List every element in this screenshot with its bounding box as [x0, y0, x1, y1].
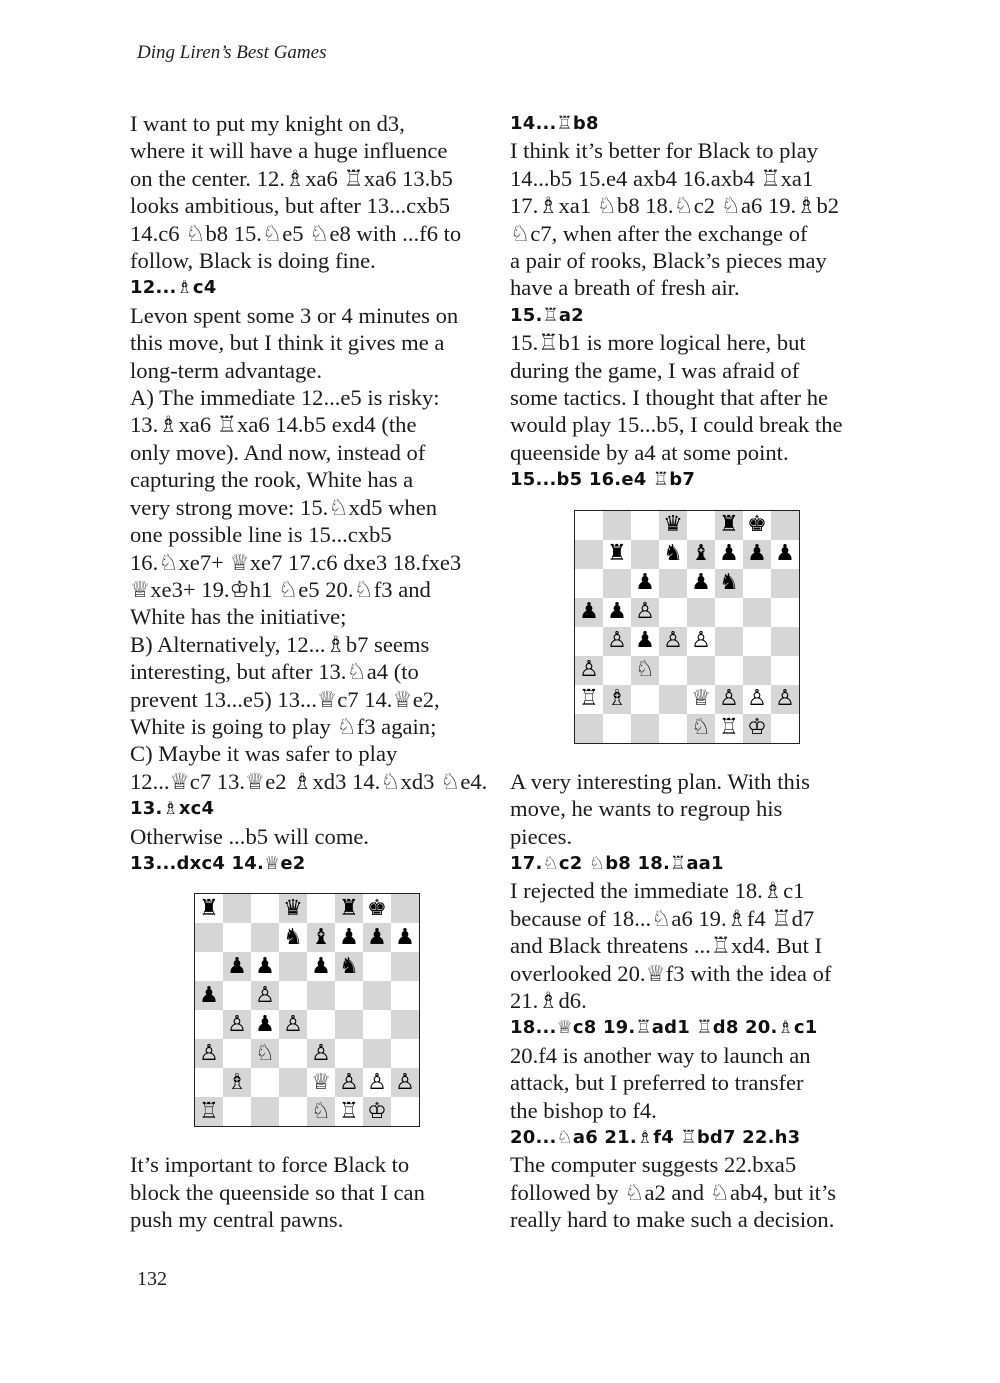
board-square [603, 714, 631, 743]
board-square [687, 714, 715, 743]
white-pawn-icon: ♙ [367, 1069, 387, 1095]
white-queen-icon: ♕ [311, 1069, 331, 1095]
board-square [363, 981, 391, 1010]
board-square [363, 1039, 391, 1068]
board-square [743, 656, 771, 685]
white-knight-icon: ♘ [691, 715, 711, 741]
black-pawn-icon: ♟ [607, 599, 627, 625]
board-square [575, 598, 603, 627]
board-square [603, 598, 631, 627]
board-square [575, 540, 603, 569]
board-square [771, 540, 799, 569]
page-number: 132 [137, 1268, 167, 1290]
board-square [363, 1097, 391, 1126]
running-head: Ding Liren’s Best Games [137, 42, 327, 63]
black-pawn-icon: ♟ [691, 570, 711, 596]
move-heading: 15.♖a2 [510, 304, 584, 326]
board-square [715, 540, 743, 569]
board-square [195, 952, 223, 981]
board-square [195, 1097, 223, 1126]
black-pawn-icon: ♟ [635, 570, 655, 596]
board-square [687, 569, 715, 598]
board-square [771, 627, 799, 656]
board-square [307, 1039, 335, 1068]
black-pawn-icon: ♟ [579, 599, 599, 625]
board-square [603, 656, 631, 685]
board-square [659, 627, 687, 656]
black-rook-icon: ♜ [199, 895, 219, 921]
board-square [659, 598, 687, 627]
board-square [771, 714, 799, 743]
board-square [575, 627, 603, 656]
board-square [771, 656, 799, 685]
board-square [715, 685, 743, 714]
white-rook-icon: ♖ [719, 715, 739, 741]
right-column [510, 110, 870, 1234]
white-pawn-icon: ♙ [199, 1040, 219, 1066]
board-square [279, 1097, 307, 1126]
board-square [391, 894, 419, 923]
black-knight-icon: ♞ [663, 541, 683, 567]
board-square [687, 511, 715, 540]
chess-board [194, 893, 420, 1127]
board-square [223, 1068, 251, 1097]
move-heading: 17.♘c2 ♘b8 18.♖aa1 [510, 852, 724, 874]
board-square [631, 627, 659, 656]
black-pawn-icon: ♟ [635, 628, 655, 654]
white-pawn-icon: ♙ [663, 628, 683, 654]
black-rook-icon: ♜ [719, 512, 739, 538]
board-square [631, 598, 659, 627]
body-paragraph: A very interesting plan. With this move, he wants to regroup his pieces. [510, 768, 810, 849]
board-square [279, 1068, 307, 1097]
white-pawn-icon: ♙ [747, 686, 767, 712]
white-rook-icon: ♖ [199, 1098, 219, 1124]
board-square [715, 598, 743, 627]
board-square [363, 1010, 391, 1039]
body-paragraph: I think it’s better for Black to play 14...b5 15.e4 axb4 16.axb4 ♖xa1 17.♗xa1 ♘b8 18.♘c2 ♘a6 19.♗b2 ♘c7, when after the exchange of a pair of rooks, Black’s pieces may have a breath of fresh air. [510, 138, 840, 301]
board-square [279, 1010, 307, 1039]
board-square [743, 598, 771, 627]
board-square [279, 923, 307, 952]
board-square [715, 569, 743, 598]
board-square [195, 1039, 223, 1068]
board-square [391, 1010, 419, 1039]
body-paragraph: A) The immediate 12...e5 is risky: 13.♗xa6 ♖xa6 14.b5 exd4 (the only move). And now, instead of capturing the rook, White has a very strong move: 15.♘xd5 when one possible line is 15...cxb5 16.♘xe7+ ♕xe7 17.c6 dxe3 18.fxe3 ♕xe3+ 19.♔h1 ♘e5 20.♘f3 and White has the initiative; [130, 385, 462, 630]
black-pawn-icon: ♟ [255, 953, 275, 979]
board-square [223, 923, 251, 952]
white-pawn-icon: ♙ [719, 686, 739, 712]
board-square [743, 714, 771, 743]
white-bishop-icon: ♗ [607, 686, 627, 712]
white-pawn-icon: ♙ [283, 1011, 303, 1037]
board-square [575, 569, 603, 598]
board-square [631, 714, 659, 743]
board-square [335, 1039, 363, 1068]
board-square [771, 598, 799, 627]
board-square [223, 894, 251, 923]
body-paragraph: Otherwise ...b5 will come. [130, 823, 370, 849]
board-square [279, 1039, 307, 1068]
white-pawn-icon: ♙ [691, 628, 711, 654]
chess-board [574, 510, 800, 744]
white-king-icon: ♔ [747, 715, 767, 741]
board-square [659, 714, 687, 743]
board-square [391, 923, 419, 952]
white-pawn-icon: ♙ [607, 628, 627, 654]
board-square [687, 656, 715, 685]
board-square [743, 685, 771, 714]
board-square [715, 627, 743, 656]
body-paragraph: 15.♖b1 is more logical here, but during the game, I was afraid of some tactics. I thought that after he would play 15...b5, I could break the queenside by a4 at some point. [510, 330, 843, 465]
board-square [335, 1068, 363, 1097]
board-square [687, 627, 715, 656]
black-pawn-icon: ♟ [775, 541, 795, 567]
white-pawn-icon: ♙ [255, 982, 275, 1008]
white-pawn-icon: ♙ [775, 686, 795, 712]
white-pawn-icon: ♙ [635, 599, 655, 625]
board-square [363, 952, 391, 981]
white-knight-icon: ♘ [635, 657, 655, 683]
black-pawn-icon: ♟ [227, 953, 247, 979]
move-heading: 14...♖b8 [510, 113, 599, 134]
board-square [251, 952, 279, 981]
board-square [771, 685, 799, 714]
white-pawn-icon: ♙ [227, 1011, 247, 1037]
board-square [575, 714, 603, 743]
black-knight-icon: ♞ [719, 570, 739, 596]
black-pawn-icon: ♟ [255, 1011, 275, 1037]
white-rook-icon: ♖ [579, 686, 599, 712]
board-square [335, 981, 363, 1010]
move-heading: 18...♕c8 19.♖ad1 ♖d8 20.♗c1 [510, 1017, 818, 1039]
board-square [195, 1068, 223, 1097]
board-square [771, 569, 799, 598]
board-square [195, 981, 223, 1010]
board-square [251, 981, 279, 1010]
body-paragraph: The computer suggests 22.bxa5 followed by ♘a2 and ♘ab4, but it’s really hard to make such a decision. [510, 1152, 837, 1233]
board-square [335, 952, 363, 981]
board-square [715, 656, 743, 685]
board-square [631, 569, 659, 598]
board-square [575, 511, 603, 540]
white-king-icon: ♔ [367, 1098, 387, 1124]
white-pawn-icon: ♙ [579, 657, 599, 683]
board-square [307, 952, 335, 981]
black-queen-icon: ♛ [283, 895, 303, 921]
board-square [223, 952, 251, 981]
black-pawn-icon: ♟ [367, 924, 387, 950]
board-square [659, 540, 687, 569]
board-square [335, 1010, 363, 1039]
board-square [631, 511, 659, 540]
board-square [687, 685, 715, 714]
board-square [307, 1068, 335, 1097]
board-square [603, 685, 631, 714]
black-knight-icon: ♞ [283, 924, 303, 950]
board-square [771, 511, 799, 540]
black-rook-icon: ♜ [607, 541, 627, 567]
move-heading: 15...b5 16.e4 ♖b7 [510, 469, 696, 491]
black-bishop-icon: ♝ [691, 541, 711, 567]
board-square [391, 981, 419, 1010]
body-paragraph: I rejected the immediate 18.♗c1 because of 18...♘a6 19.♗f4 ♖d7 and Black threatens ...♖xd4. But I overlooked 20.♕f3 with the idea of 21.♗d6. [510, 878, 832, 1013]
board-square [743, 627, 771, 656]
board-square [307, 894, 335, 923]
black-pawn-icon: ♟ [719, 541, 739, 567]
board-square [391, 952, 419, 981]
board-square [307, 1010, 335, 1039]
board-square [391, 1039, 419, 1068]
board-square [631, 685, 659, 714]
board-square [743, 569, 771, 598]
move-heading: 12...♗c4 [130, 277, 217, 299]
board-square [575, 685, 603, 714]
left-column [130, 110, 490, 1234]
white-pawn-icon: ♙ [395, 1069, 415, 1095]
black-king-icon: ♚ [747, 512, 767, 538]
board-square [743, 511, 771, 540]
board-square [195, 1010, 223, 1039]
board-square [659, 569, 687, 598]
board-square [251, 1039, 279, 1068]
black-queen-icon: ♛ [663, 512, 683, 538]
board-square [743, 540, 771, 569]
board-square [223, 981, 251, 1010]
board-square [603, 540, 631, 569]
body-paragraph: B) Alternatively, 12...♗b7 seems interesting, but after 13.♘a4 (to prevent 13...e5) 13...♕c7 14.♕e2, White is going to play ♘f3 again; [130, 631, 440, 739]
board-square [715, 714, 743, 743]
board-square [279, 952, 307, 981]
white-pawn-icon: ♙ [311, 1040, 331, 1066]
board-square [363, 923, 391, 952]
board-square [603, 511, 631, 540]
black-knight-icon: ♞ [339, 953, 359, 979]
black-king-icon: ♚ [367, 895, 387, 921]
board-square [279, 981, 307, 1010]
board-square [391, 1068, 419, 1097]
board-square [223, 1097, 251, 1126]
board-square [603, 627, 631, 656]
board-square [335, 923, 363, 952]
black-pawn-icon: ♟ [199, 982, 219, 1008]
board-square [659, 511, 687, 540]
move-heading: 13.♗xc4 [130, 798, 215, 820]
black-pawn-icon: ♟ [395, 924, 415, 950]
white-pawn-icon: ♙ [339, 1069, 359, 1095]
white-bishop-icon: ♗ [227, 1069, 247, 1095]
body-paragraph: I want to put my knight on d3, where it will have a huge influence on the center. 12.♗xa6 ♖xa6 13.b5 looks ambitious, but after 13...cxb5 14.c6 ♘b8 15.♘e5 ♘e8 with ...f6 to follow, Black is doing fine. [130, 111, 462, 274]
board-square [715, 511, 743, 540]
board-square [195, 923, 223, 952]
body-paragraph: It’s important to force Black to block the queenside so that I can push my central pawns. [130, 1152, 425, 1233]
white-queen-icon: ♕ [691, 686, 711, 712]
board-square [251, 1097, 279, 1126]
white-rook-icon: ♖ [339, 1098, 359, 1124]
board-square [363, 894, 391, 923]
black-rook-icon: ♜ [339, 895, 359, 921]
move-heading: 20...♘a6 21.♗f4 ♖bd7 22.h3 [510, 1126, 801, 1148]
board-square [659, 685, 687, 714]
white-knight-icon: ♘ [311, 1098, 331, 1124]
board-square [195, 894, 223, 923]
body-paragraph: Levon spent some 3 or 4 minutes on this move, but I think it gives me a long-term advantage. [130, 302, 459, 383]
board-square [251, 894, 279, 923]
black-pawn-icon: ♟ [339, 924, 359, 950]
board-square [279, 894, 307, 923]
board-square [251, 1068, 279, 1097]
board-square [575, 656, 603, 685]
body-paragraph: 20.f4 is another way to launch an attack, but I preferred to transfer the bishop to f4. [510, 1042, 811, 1123]
board-square [223, 1010, 251, 1039]
move-heading: 13...dxc4 14.♕e2 [130, 852, 306, 874]
board-square [687, 540, 715, 569]
board-square [335, 1097, 363, 1126]
board-square [659, 656, 687, 685]
board-square [251, 923, 279, 952]
chess-diagram [574, 510, 870, 744]
black-bishop-icon: ♝ [311, 924, 331, 950]
board-square [631, 656, 659, 685]
black-pawn-icon: ♟ [747, 541, 767, 567]
board-square [335, 894, 363, 923]
white-knight-icon: ♘ [255, 1040, 275, 1066]
board-square [687, 598, 715, 627]
board-square [631, 540, 659, 569]
board-square [603, 569, 631, 598]
black-pawn-icon: ♟ [311, 953, 331, 979]
board-square [223, 1039, 251, 1068]
board-square [251, 1010, 279, 1039]
board-square [307, 981, 335, 1010]
board-square [391, 1097, 419, 1126]
board-square [363, 1068, 391, 1097]
board-square [307, 1097, 335, 1126]
chess-diagram [194, 893, 490, 1127]
body-paragraph: C) Maybe it was safer to play 12...♕c7 13.♕e2 ♗xd3 14.♘xd3 ♘e4. [130, 741, 488, 794]
board-square [307, 923, 335, 952]
